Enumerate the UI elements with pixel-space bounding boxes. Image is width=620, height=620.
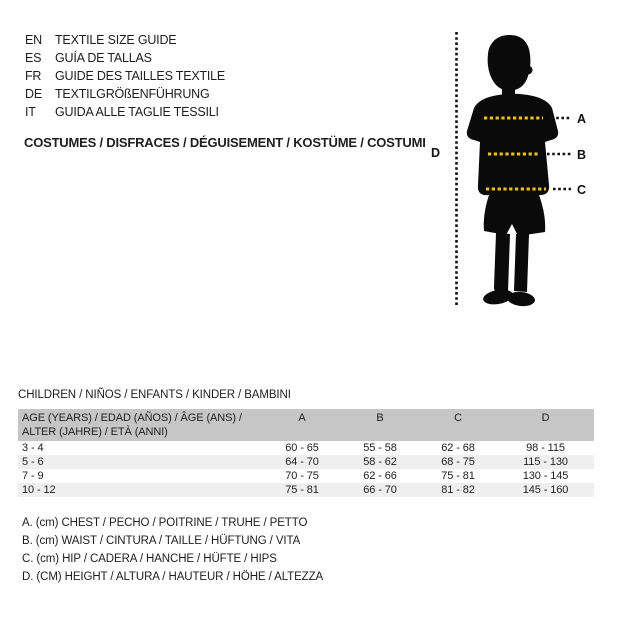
language-code: ES (25, 51, 42, 65)
column-header-a: A (263, 409, 341, 441)
language-label: GUIDE DES TAILLES TEXTILE (55, 69, 226, 83)
table-row (18, 441, 594, 455)
table-header-row (18, 409, 594, 441)
hip-cell: 68 - 75 (441, 456, 475, 468)
hip-cell: 75 - 81 (441, 470, 475, 482)
language-code: IT (25, 105, 36, 119)
child-silhouette-icon (467, 35, 558, 307)
height-cell: 130 - 145 (522, 470, 569, 482)
age-cell: 5 - 6 (22, 456, 44, 468)
chest-cell: 64 - 70 (285, 456, 319, 468)
age-header-line2: ALTER (JAHRE) / ETÀ (ANNI) (22, 425, 168, 438)
measurement-legend (22, 514, 323, 586)
chest-cell: 60 - 65 (285, 442, 319, 454)
category-title: COSTUMES / DISFRACES / DÉGUISEMENT / KOSTÜME / COSTUMI (24, 135, 426, 150)
language-label: TEXTILE SIZE GUIDE (55, 33, 177, 47)
waist-cell: 62 - 66 (363, 470, 397, 482)
legend-chest: A. (cm) CHEST / PECHO / POITRINE / TRUHE / PETTO (22, 517, 308, 529)
table-row (18, 469, 594, 483)
age-cell: 10 - 12 (22, 484, 56, 496)
language-code: DE (25, 87, 42, 101)
table-row (18, 455, 594, 469)
language-code: FR (25, 69, 42, 83)
language-code: EN (25, 33, 42, 47)
waist-cell: 58 - 62 (363, 456, 397, 468)
measure-label-d: D (431, 146, 441, 160)
age-column-header (18, 409, 263, 441)
height-cell: 98 - 115 (526, 442, 565, 454)
table-section-title: CHILDREN / NIÑOS / ENFANTS / KINDER / BAMBINI (18, 389, 291, 401)
table-row (18, 483, 594, 497)
height-cell: 145 - 160 (522, 484, 569, 496)
measure-label-a: A (577, 112, 587, 126)
measure-label-b: B (577, 148, 587, 162)
legend-hip: C. (cm) HIP / CADERA / HANCHE / HÜFTE / HIPS (22, 553, 277, 565)
chest-cell: 70 - 75 (285, 470, 319, 482)
waist-cell: 66 - 70 (363, 484, 397, 496)
hip-cell: 81 - 82 (441, 484, 475, 496)
chest-cell: 75 - 81 (285, 484, 319, 496)
hip-cell: 62 - 68 (441, 442, 475, 454)
language-label: TEXTILGRÖßENFÜHRUNG (55, 87, 210, 101)
height-cell: 115 - 130 (523, 456, 568, 468)
language-label: GUIDA ALLE TAGLIE TESSILI (55, 105, 219, 119)
legend-height: D. (CM) HEIGHT / ALTURA / HAUTEUR / HÖHE / ALTEZZA (22, 571, 324, 583)
column-header-d: D (497, 409, 594, 441)
measure-label-c: C (577, 183, 587, 197)
column-header-c: C (419, 409, 497, 441)
age-cell: 3 - 4 (22, 442, 44, 454)
language-label: GUÍA DE TALLAS (55, 51, 152, 65)
column-header-b: B (341, 409, 419, 441)
age-header-line1: AGE (YEARS) / EDAD (AÑOS) / ÂGE (ANS) / (22, 412, 242, 424)
legend-waist: B. (cm) WAIST / CINTURA / TAILLE / HÜFTUNG / VITA (22, 535, 301, 547)
waist-cell: 55 - 58 (363, 442, 397, 454)
size-table (18, 409, 594, 497)
age-cell: 7 - 9 (22, 470, 44, 482)
